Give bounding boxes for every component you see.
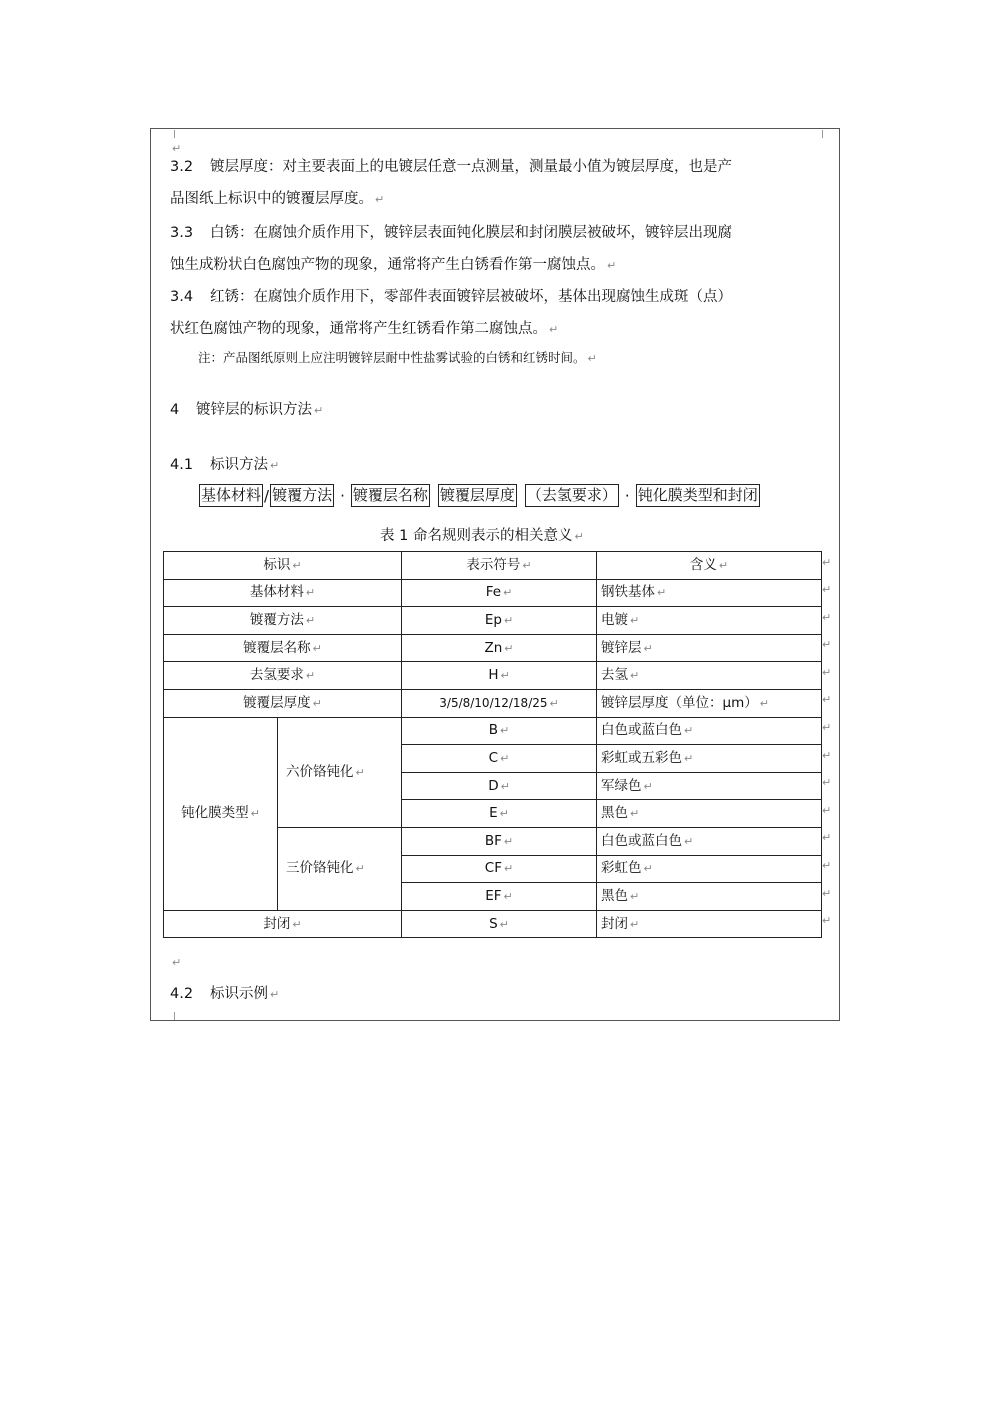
cell: 封闭 ↵ [164, 910, 402, 938]
section-text: 红锈：在腐蚀介质作用下，零部件表面镀锌层被破坏，基体出现腐蚀生成斑（点） [210, 289, 732, 305]
cell: 白色或蓝白色 ↵ [597, 827, 822, 855]
cell: Fe ↵ [402, 579, 597, 607]
cell: E ↵ [402, 800, 597, 828]
cell: 镀覆方法 ↵ [164, 607, 402, 635]
row-end-mark: ↵ [822, 638, 832, 652]
corner-mark [174, 130, 183, 138]
row-end-mark: ↵ [822, 803, 832, 817]
cell: 彩虹或五彩色 ↵ [597, 745, 822, 773]
corner-mark [814, 130, 823, 138]
header-cell: 标识 ↵ [164, 552, 402, 580]
cell: S ↵ [402, 910, 597, 938]
row-end-mark: ↵ [822, 555, 832, 569]
header-cell: 表示符号 ↵ [402, 552, 597, 580]
cell: H ↵ [402, 662, 597, 690]
box-coating-name: 镀覆层名称 [351, 484, 430, 507]
row-end-mark: ↵ [822, 831, 832, 845]
cell: Ep ↵ [402, 607, 597, 635]
cell: 镀覆层厚度 ↵ [164, 689, 402, 717]
cell: 3/5/8/10/12/18/25 ↵ [402, 689, 597, 717]
section-number: 3.3 [170, 225, 194, 241]
heading-4: 4 镀锌层的标识方法 ↵ [170, 402, 324, 418]
row-end-mark: ↵ [822, 583, 832, 597]
heading-4-1: 4.1 标识方法 ↵ [170, 457, 280, 473]
row-end-mark: ↵ [822, 721, 832, 735]
box-coating-thickness: 镀覆层厚度 [438, 484, 517, 507]
cell: 封闭 ↵ [597, 910, 822, 938]
separator: · [624, 486, 630, 505]
naming-rule-table [163, 551, 822, 938]
cell: 镀锌层 ↵ [597, 634, 822, 662]
empty-paragraph: ↵ [172, 142, 182, 155]
section-text: 蚀生成粉状白色腐蚀产物的现象，通常将产生白锈看作第一腐蚀点。 [170, 257, 605, 273]
section-text: 状红色腐蚀产物的现象，通常将产生红锈看作第二腐蚀点。 [170, 321, 547, 337]
row-end-mark: ↵ [822, 914, 832, 928]
corner-mark [174, 1012, 183, 1020]
section-number: 3.4 [170, 289, 194, 305]
heading-number: 4.1 [170, 457, 194, 473]
row-end-mark: ↵ [822, 886, 832, 900]
cell: CF ↵ [402, 855, 597, 883]
note: 注：产品图纸原则上应注明镀锌层耐中性盐雾试验的白锈和红锈时间。 ↵ [198, 350, 597, 365]
cell: 去氢 ↵ [597, 662, 822, 690]
section-text: 白锈：在腐蚀介质作用下，镀锌层表面钝化膜层和封闭膜层被破坏，镀锌层出现腐 [210, 225, 732, 241]
row-end-mark: ↵ [822, 693, 832, 707]
heading-text: 标识方法 [210, 457, 268, 473]
header-cell: 含义 ↵ [597, 552, 822, 580]
cell: 黑色 ↵ [597, 883, 822, 911]
section-3-2-line-2: 品图纸上标识中的镀覆层厚度。 ↵ [170, 191, 385, 207]
cell: 电镀 ↵ [597, 607, 822, 635]
box-passivation-sealing: 钝化膜类型和封闭 [636, 484, 760, 507]
cell: D ↵ [402, 772, 597, 800]
cell: 军绿色 ↵ [597, 772, 822, 800]
cell: B ↵ [402, 717, 597, 745]
section-3-3-line-1 [170, 223, 732, 243]
section-3-2-line-1 [170, 157, 732, 177]
heading-text: 镀锌层的标识方法 [196, 402, 312, 418]
table-row [164, 717, 822, 745]
row-end-mark: ↵ [822, 859, 832, 873]
cell: 彩虹色 ↵ [597, 855, 822, 883]
table-row [164, 634, 822, 662]
table-row [164, 689, 822, 717]
heading-number: 4.2 [170, 986, 194, 1002]
table-row [164, 910, 822, 938]
row-end-mark: ↵ [822, 610, 832, 624]
cell: 钢铁基体 ↵ [597, 579, 822, 607]
cell: 黑色 ↵ [597, 800, 822, 828]
table-row [164, 662, 822, 690]
box-dehydrogenation: （去氢要求） [525, 484, 619, 507]
cell: EF ↵ [402, 883, 597, 911]
cell: 镀覆层名称 ↵ [164, 634, 402, 662]
cell: 白色或蓝白色 ↵ [597, 717, 822, 745]
heading-text: 标识示例 [210, 986, 268, 1002]
table-header-row [164, 552, 822, 580]
section-number: 3.2 [170, 159, 194, 175]
group-label-cell: 三价铬钝化 ↵ [278, 827, 402, 910]
cell: C ↵ [402, 745, 597, 773]
row-end-mark: ↵ [822, 776, 832, 790]
passivation-label-cell: 钝化膜类型 ↵ [164, 717, 278, 910]
naming-rule [199, 484, 760, 507]
cell: 基体材料 ↵ [164, 579, 402, 607]
table-caption: 表 1 命名规则表示的相关意义 ↵ [380, 528, 584, 544]
table-row [164, 607, 822, 635]
section-text: 品图纸上标识中的镀覆层厚度。 [170, 191, 373, 207]
heading-number: 4 [170, 402, 180, 418]
box-plating-method: 镀覆方法 [270, 484, 334, 507]
cell: BF ↵ [402, 827, 597, 855]
section-3-3-line-2: 蚀生成粉状白色腐蚀产物的现象，通常将产生白锈看作第一腐蚀点。 ↵ [170, 257, 617, 273]
section-text: 镀层厚度：对主要表面上的电镀层任意一点测量，测量最小值为镀层厚度，也是产 [210, 159, 732, 175]
row-end-mark: ↵ [822, 748, 832, 762]
cell: 去氢要求 ↵ [164, 662, 402, 690]
row-end-mark: ↵ [822, 665, 832, 679]
cell: Zn ↵ [402, 634, 597, 662]
cell: 镀锌层厚度（单位：μm） ↵ [597, 689, 822, 717]
section-3-4-line-2: 状红色腐蚀产物的现象，通常将产生红锈看作第二腐蚀点。 ↵ [170, 321, 559, 337]
separator: · [340, 486, 345, 505]
section-3-4-line-1 [170, 287, 732, 307]
separator: / [264, 486, 270, 505]
group-label-cell: 六价铬钝化 ↵ [278, 717, 402, 827]
table-row [164, 579, 822, 607]
box-base-material: 基体材料 [199, 484, 263, 507]
empty-paragraph: ↵ [172, 956, 182, 969]
heading-4-2: 4.2 标识示例 ↵ [170, 986, 280, 1002]
